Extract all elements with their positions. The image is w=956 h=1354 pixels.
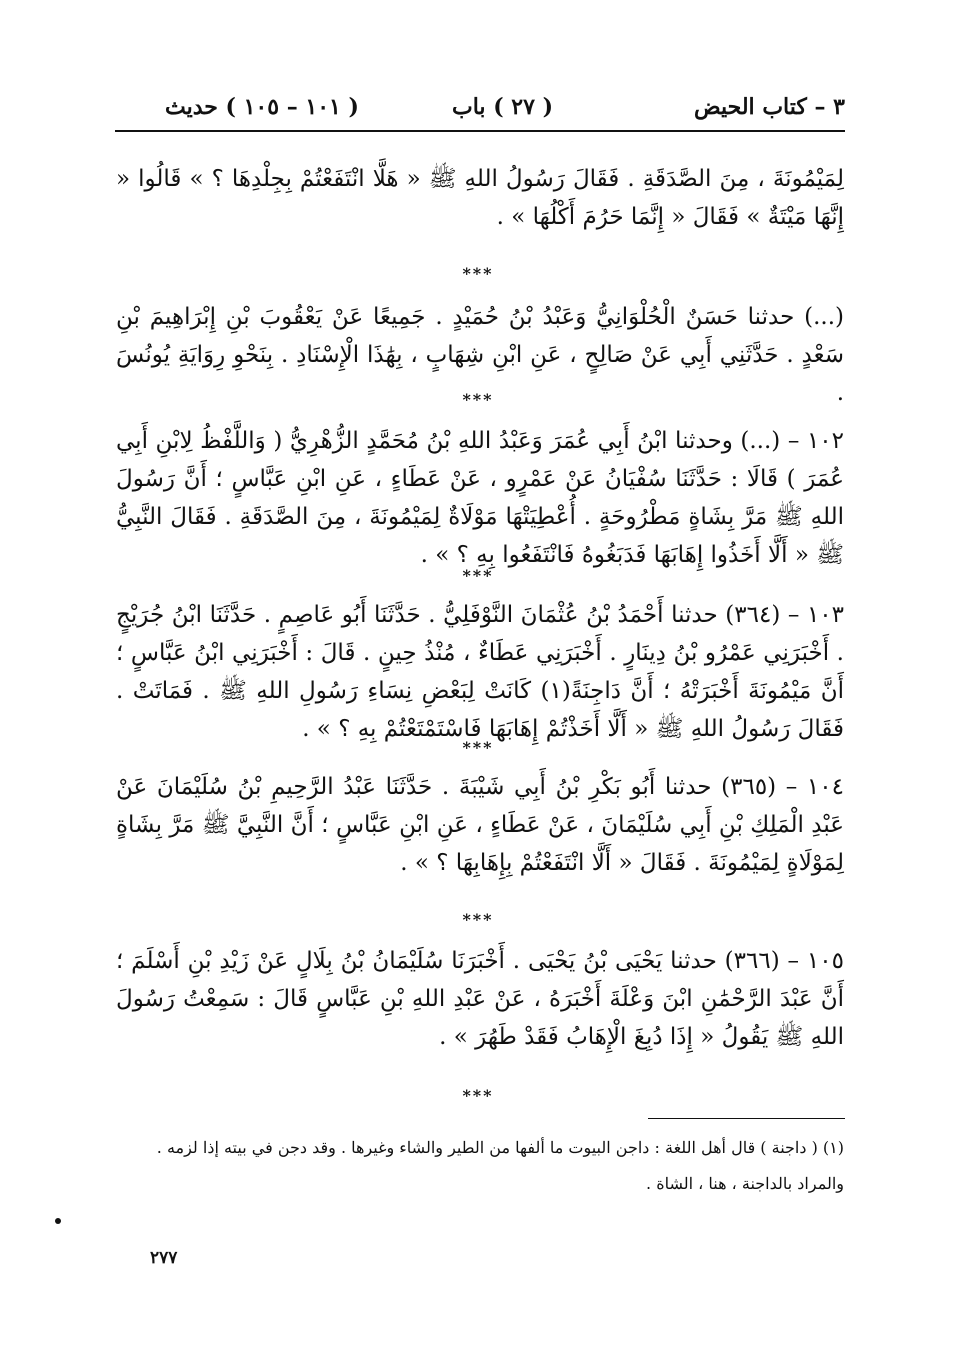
footnote-rule	[648, 1118, 845, 1119]
separator-stars: ***	[462, 264, 494, 283]
paragraph-isnad: (...) حدثنا حَسَنٌ الْحُلْوَانِيُّ وَعَبْدُ بْنُ حُمَيْدٍ . جَمِيعًا عَنْ يَعْقُوبَ بْنِ إِبْرَاهِيمَ بْنِ سَعْدٍ . حَدَّثَنِي أَبِي عَنْ صَالِحٍ ، عَنِ ابْنِ شِهَابٍ ، بِهَٰذَا الْإِسْنَادِ . بِنَحْوِ رِوَايَةِ يُونُسَ .	[116, 304, 844, 406]
paragraph-continuation: لِمَيْمُونَةَ ، مِنَ الصَّدَقَةِ . فَقَالَ رَسُولُ اللهِ ﷺ « هَلَّا انْتَفَعْتُمْ بِجِلْدِهَا ؟ » قَالُوا « إِنَّهَا مَيْتَةٌ » فَقَالَ « إِنَّمَا حَرُمَ أَكْلُهَا » .	[116, 166, 844, 230]
hadith-103: ١٠٣ – (٣٦٤) حدثنا أَحْمَدُ بْنُ عُثْمَانَ النَّوْفَلِيُّ . حَدَّثَنَا أَبُو عَاصِمٍ . حَدَّثَنَا ابْنُ جُرَيْجٍ . أَخْبَرَنِي عَمْرُو بْنُ دِينَارٍ . أَخْبَرَنِي عَطَاءٌ ، مُنْذُ حِينٍ . قَالَ : أَخْبَرَنِي ابْنُ عَبَّاسٍ ؛ أَنَّ مَيْمُونَةَ أَخْبَرَتْهُ ؛ أَنَّ دَاجِنَةً(١) كَانَتْ لِبَعْضِ نِسَاءِ رَسُولِ اللهِ ﷺ . فَمَاتَتْ . فَقَالَ رَسُولُ اللهِ ﷺ « أَلَّا أَخَذْتُمْ إِهَابَهَا فَاسْتَمْتَعْتُمْ بِهِ ؟ » .	[116, 602, 844, 742]
page-number: ٢٧٧	[150, 1248, 178, 1268]
header-rule	[115, 130, 845, 132]
separator-stars: ***	[462, 910, 494, 929]
hadith-102: ١٠٢ – (...) وحدثنا ابْنُ أَبِي عُمَرَ وَعَبْدُ اللهِ بْنُ مُحَمَّدٍ الزُّهْرِيُّ ( وَاللَّفْظُ لِابْنِ أَبِي عُمَرَ ) قَالَا : حَدَّثَنَا سُفْيَانُ عَنْ عَمْرٍو ، عَنْ عَطَاءٍ ، عَنِ ابْنِ عَبَّاسٍ ؛ أَنَّ رَسُولَ اللهِ ﷺ مَرَّ بِشَاةٍ مَطْرُوحَةٍ . أُعْطِيَتْهَا مَوْلَاةٌ لِمَيْمُونَةَ ، مِنَ الصَّدَقَةِ . فَقَالَ النَّبِيُّ ﷺ « أَلَّا أَخَذُوا إِهَابَهَا فَدَبَغُوهُ فَانْتَفَعُوا بِهِ ؟ » .	[116, 428, 844, 568]
bab-number: ( ٢٧ ) باب	[452, 94, 553, 120]
hadith-104: ١٠٤ – (٣٦٥) حدثنا أَبُو بَكْرِ بْنُ أَبِي شَيْبَةَ . حَدَّثَنَا عَبْدُ الرَّحِيمِ بْنُ سُلَيْمَانَ عَنْ عَبْدِ الْمَلِكِ بْنِ أَبِي سُلَيْمَانَ ، عَنْ عَطَاءٍ ، عَنِ ابْنِ عَبَّاسٍ ؛ أَنَّ النَّبِيَّ ﷺ مَرَّ بِشَاةٍ لِمَوْلَاةٍ لِمَيْمُونَةَ . فَقَالَ « أَلَّا انْتَفَعْتُمْ بِإِهَابِهَا ؟ » .	[116, 774, 844, 876]
separator-stars: ***	[462, 738, 494, 757]
chapter-title: ٣ – كتاب الحيض	[694, 94, 845, 120]
separator-stars: ***	[462, 1086, 494, 1105]
separator-stars: ***	[462, 566, 494, 585]
footnote: (١) ( داجنة ) قال أهل اللغة : داجن البيوت ما ألفها من الطير والشاء وغيرها . وقد دجن في بيته إذا لزمه . والمراد بالداجنة ، هنا ، الشاة .	[156, 1138, 844, 1193]
running-header	[115, 94, 845, 130]
hadith-range: ( ١٠١ – ١٠٥ ) حديث	[165, 94, 359, 120]
margin-dot	[55, 1218, 61, 1224]
separator-stars: ***	[462, 390, 494, 409]
hadith-105: ١٠٥ – (٣٦٦) حدثنا يَحْيَى بْنُ يَحْيَى . أَخْبَرَنَا سُلَيْمَانُ بْنُ بِلَالٍ عَنْ زَيْدِ بْنِ أَسْلَمَ ؛ أَنَّ عَبْدَ الرَّحْمَٰنِ ابْنَ وَعْلَةَ أَخْبَرَهُ ، عَنْ عَبْدِ اللهِ بْنِ عَبَّاسٍ قَالَ : سَمِعْتُ رَسُولَ اللهِ ﷺ يَقُولُ « إِذَا دُبِغَ الْإِهَابُ فَقَدْ طَهُرَ » .	[116, 948, 844, 1050]
